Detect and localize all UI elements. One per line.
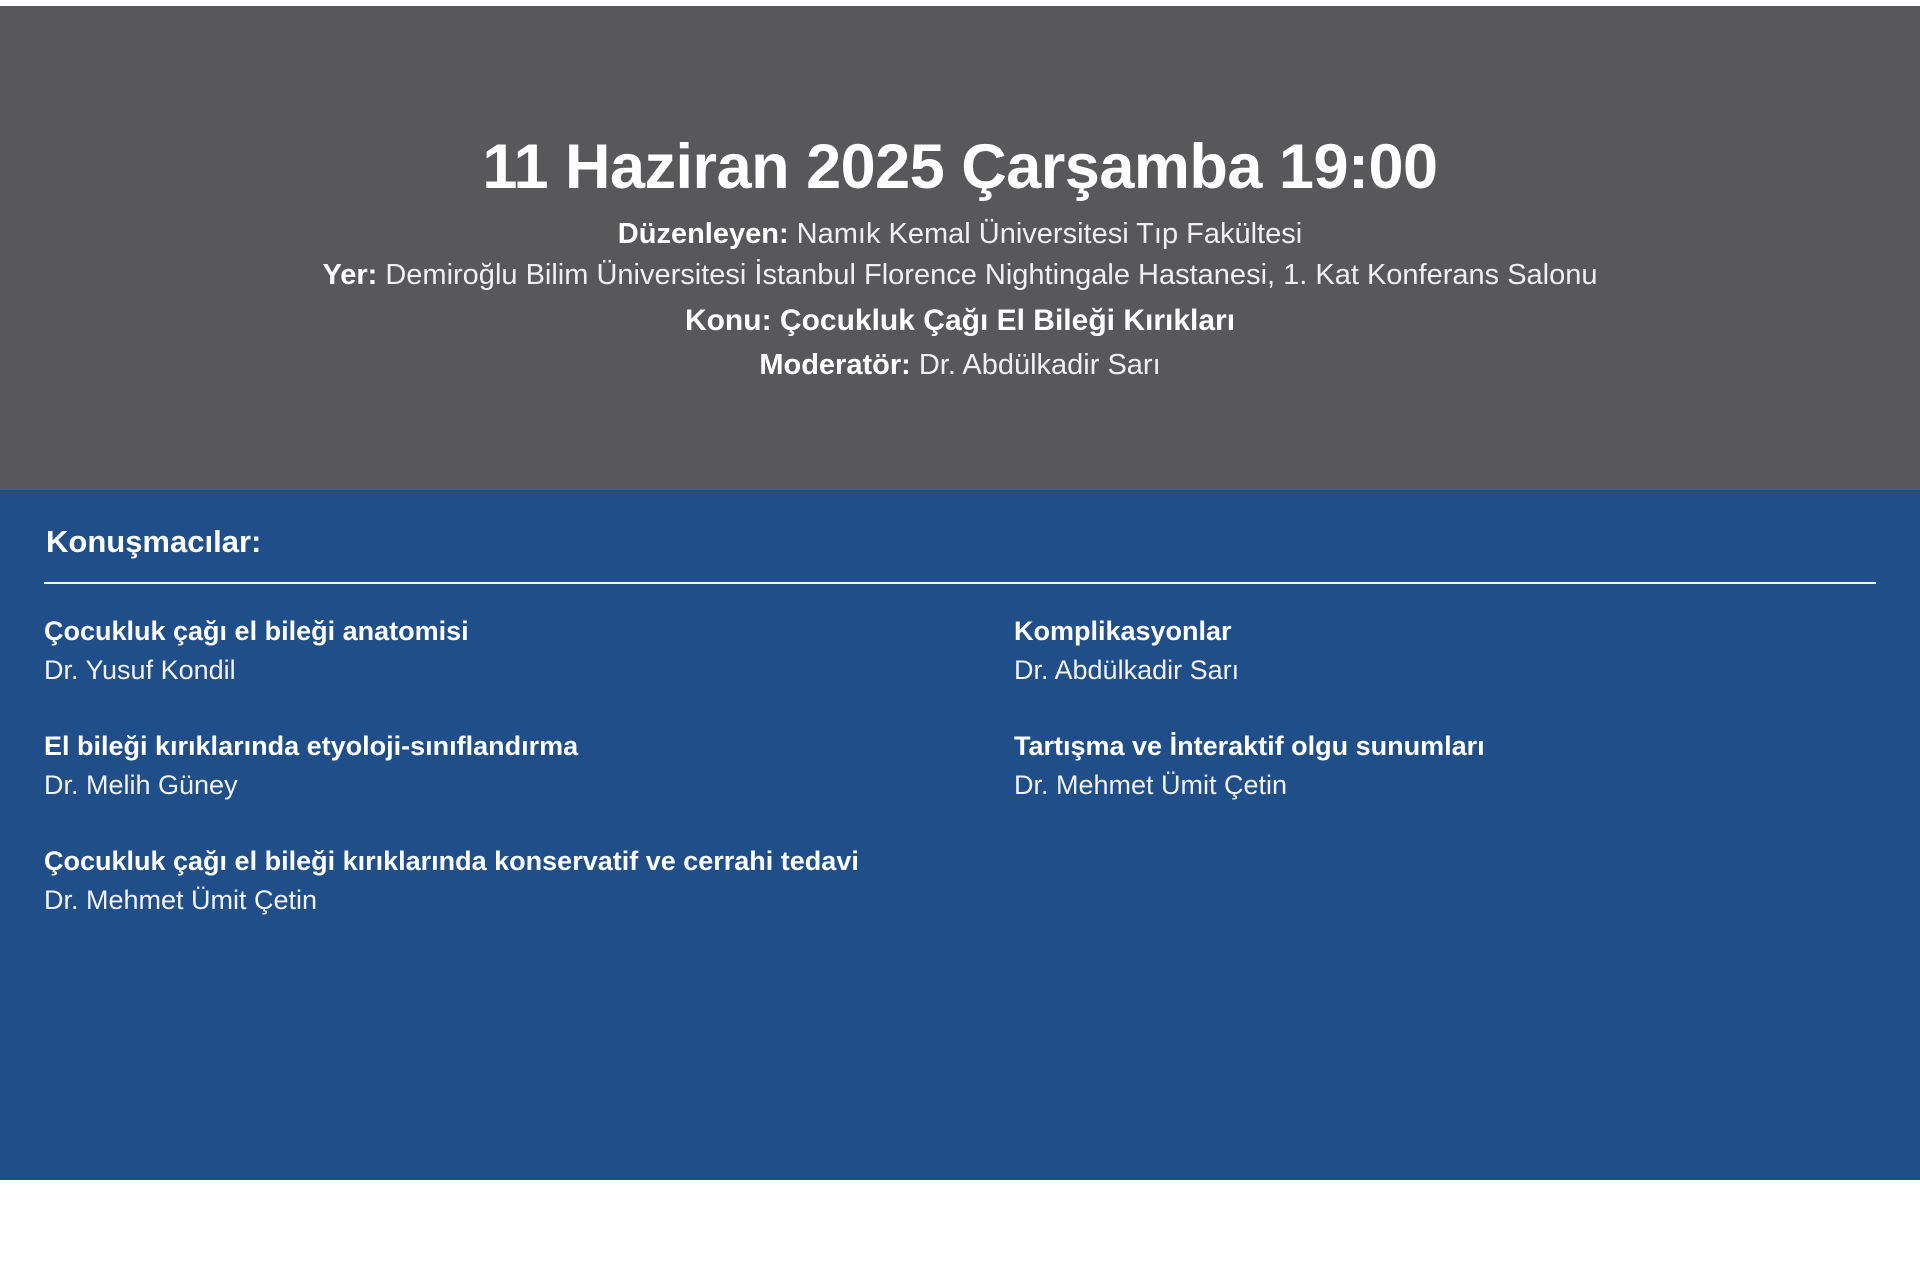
topic-label: Konu:: [684, 304, 772, 338]
talk-title: Çocukluk çağı el bileği kırıklarında konservatif ve cerrahi tedavi: [44, 846, 859, 877]
talk-speaker: Dr. Mehmet Ümit Çetin: [1014, 769, 1288, 800]
speakers-panel: [0, 490, 1920, 1180]
poster-header: [0, 6, 1920, 490]
talk-speaker: Dr. Yusuf Kondil: [44, 654, 236, 685]
talk-title: Tartışma ve İnteraktif olgu sunumları: [1014, 731, 1485, 762]
speakers-left-column: [44, 614, 960, 959]
venue-value: Demiroğlu Bilim Üniversitesi İstanbul Florence Nightingale Hastanesi, 1. Kat Konferans Salonu: [377, 259, 1598, 292]
speakers-columns: [44, 614, 1876, 959]
list-item: [44, 729, 924, 802]
talk-speaker: Dr. Mehmet Ümit Çetin: [44, 884, 318, 915]
list-item: [1014, 614, 1876, 687]
list-item: [44, 614, 924, 687]
moderator-label: Moderatör:: [759, 349, 911, 382]
bottom-white-edge: [0, 1180, 1920, 1280]
section-divider: [44, 582, 1876, 584]
talk-title: El bileği kırıklarında etyoloji-sınıflandırma: [44, 731, 579, 762]
talk-title: Komplikasyonlar: [1014, 616, 1232, 646]
organizer-label: Düzenleyen:: [617, 218, 789, 251]
speakers-right-column: [960, 614, 1876, 844]
talk-title: Çocukluk çağı el bileği anatomisi: [44, 616, 469, 646]
topic-line: [0, 300, 1920, 343]
organizer-value: Namık Kemal Üniversitesi Tıp Fakültesi: [788, 218, 1303, 251]
topic-value: Çocukluk Çağı El Bileği Kırıkları: [771, 304, 1236, 338]
talk-speaker: Dr. Melih Güney: [44, 769, 238, 800]
moderator-value: Dr. Abdülkadir Sarı: [910, 349, 1161, 382]
venue-label: Yer:: [322, 259, 378, 292]
talk-speaker: Dr. Abdülkadir Sarı: [1014, 654, 1240, 685]
event-date: 11 Haziran 2025 Çarşamba 19:00: [482, 132, 1438, 202]
speakers-title: Konuşmacılar:: [46, 524, 262, 559]
list-item: [1014, 729, 1876, 802]
venue-line: [0, 255, 1920, 296]
list-item: [44, 844, 924, 917]
organizer-line: [0, 214, 1920, 255]
moderator-line: [0, 345, 1920, 386]
